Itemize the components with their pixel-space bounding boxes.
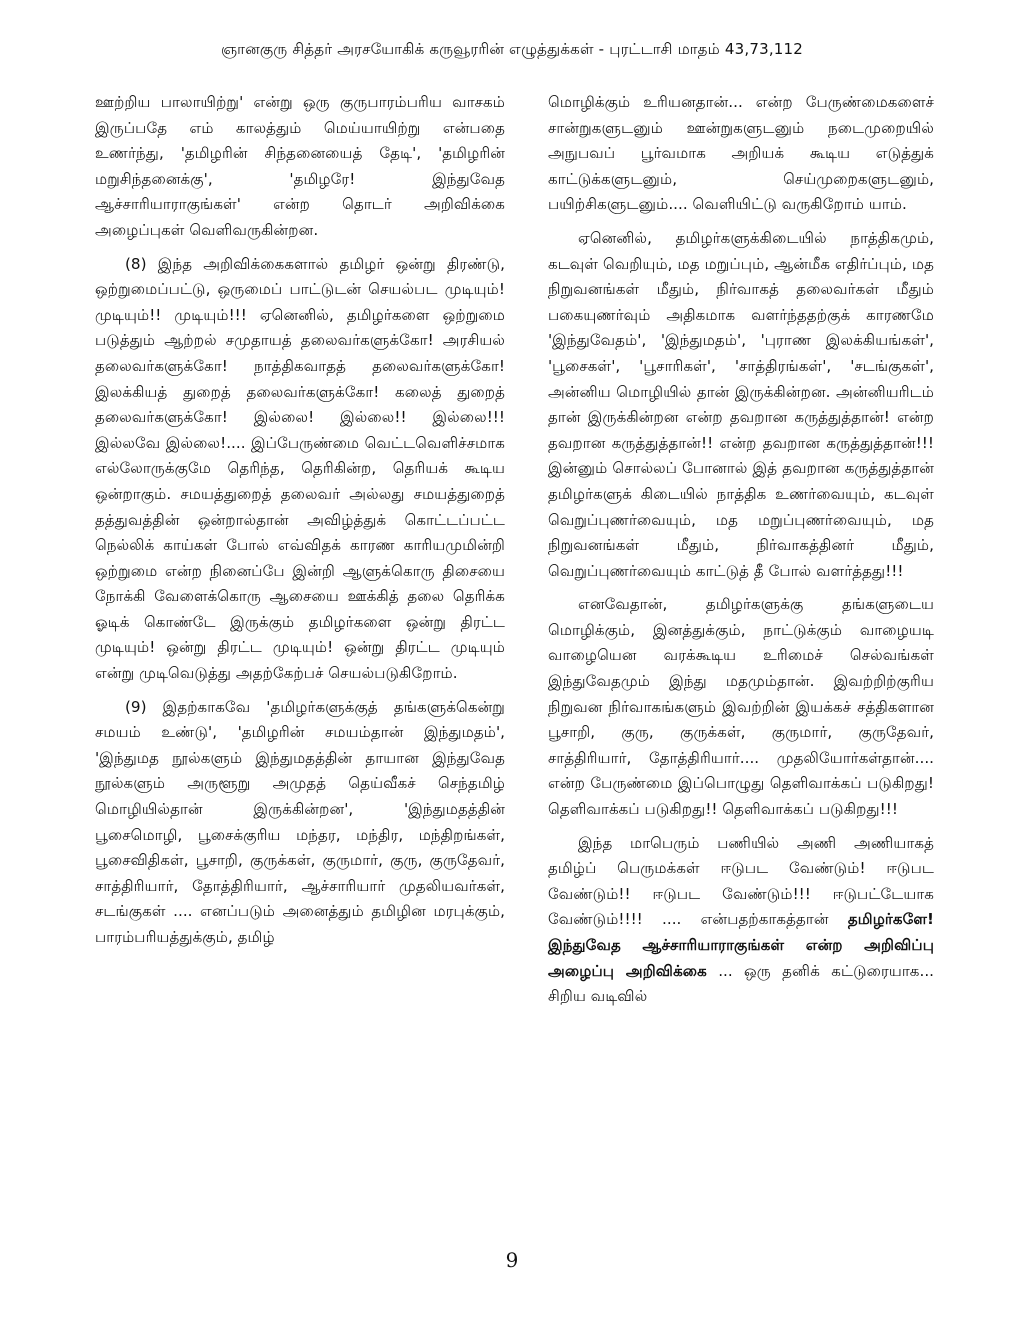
paragraph-continuation-right: மொழிக்கும் உரியனதான்... என்ற பேருண்மைகளைச் சான்றுகளுடனும் ஊன்றுகளுடனும் நடைமுறையில் அநுபவப் பூர்வமாக அறியக் கூடிய எடுத்துக் காட்டுக்களுடனும், செய்முறைகளுடனும், பயிற்சிகளுடனும்.... வெளியிட்டு வருகிறோம் யாம். <box>548 93 934 214</box>
paragraph-appeal <box>548 831 934 1010</box>
running-header: ஞானகுரு சித்தர் அரசயோகிக் கருவூரரின் எழுத்துக்கள் - புரட்டாசி மாதம் 43,73,112 <box>220 40 804 58</box>
paragraph-reason: ஏனெனில், தமிழர்களுக்கிடையில் நாத்திகமும், கடவுள் வெறியும், மத மறுப்பும், ஆன்மீக எதிர்ப்பும், மத நிறுவனங்கள் மீதும், நிர்வாகத் தலைவர்கள் மீதும் பகையுணர்வும் அதிகமாக வளர்ந்ததற்குக் காரணமே 'இந்துவேதம்', 'இந்துமதம்', 'புராண இலக்கியங்கள்', 'பூசைகள்', 'பூசாரிகள்', 'சாத்திரங்கள்', 'சடங்குகள்', அன்னிய மொழியில் தான் இருக்கின்றன. அன்னியரிடம் தான் இருக்கின்றன என்ற தவறான கருத்துத்தான்! என்ற தவறான கருத்துத்தான்!! என்ற தவறான கருத்துத்தான்!!! இன்னும் சொல்லப் போனால் இத் தவறான கருத்துத்தான் தமிழர்களுக் கிடையில் நாத்திக உணர்வையும், கடவுள் வெறுப்புணர்வையும், மத மறுப்புணர்வையும், மத நிறுவனங்கள் மீதும், நிர்வாகத்தினர் மீதும், வெறுப்புணர்வையும் காட்டுத் தீ போல் வளர்த்தது!!! <box>548 228 934 580</box>
paragraph-8: (8) இந்த அறிவிக்கைகளால் தமிழர் ஒன்று திரண்டு, ஒற்றுமைப்பட்டு, ஒருமைப் பாட்டுடன் செயல்பட முடியும்! முடியும்!! முடியும்!!! ஏனெனில், தமிழர்களை ஒற்றுமை படுத்தும் ஆற்றல் சமுதாயத் தலைவர்களுக்கோ! அரசியல் தலைவர்களுக்கோ! நாத்திகவாதத் தலைவர்களுக்கோ! இலக்கியத் துறைத் தலைவர்களுக்கோ! கலைத் துறைத் தலைவர்களுக்கோ! இல்லை! இல்லை!! இல்லை!!! இல்லவே இல்லை!.... இப்பேருண்மை வெட்டவெளிச்சமாக எல்லோருக்குமே தெரிந்த, தெரிகின்ற, தெரியக் கூடிய ஒன்றாகும். சமயத்துறைத் தலைவர் அல்லது சமயத்துறைத் தத்துவத்தின் ஒன்றால்தான் அவிழ்த்துக் கொட்டப்பட்ட நெல்லிக் காய்கள் போல் எவ்விதக் காரண காரியமுமின்றி ஒற்றுமை என்ற நினைப்பே இன்றி ஆளுக்கொரு திசையை நோக்கி வேளைக்கொரு ஆசையை ஊக்கித் தலை தெரிக்க ஓடிக் கொண்டே இருக்கும் தமிழர்களை ஒன்று திரட்ட முடியும்! ஒன்று திரட்ட முடியும்! ஒன்று திரட்ட முடியும் என்று முடிவெடுத்து அதற்கேற்பச் செயல்படுகிறோம். <box>95 254 505 683</box>
appeal-text-end: ... ஒரு தனிக் கட்டுரையாக... சிறிய வடிவில் <box>548 961 934 1006</box>
left-column <box>95 90 505 959</box>
paragraph-therefore: எனவேதான், தமிழர்களுக்கு தங்களுடைய மொழிக்கும், இனத்துக்கும், நாட்டுக்கும் வாழையடி வாழையென வரக்கூடிய உரிமைச் செல்வங்கள் இந்துவேதமும் இந்து மதமும்தான். இவற்றிற்குரிய நிறுவன நிர்வாகங்களும் இவற்றின் இயக்கச் சத்திகளான பூசாறி, குரு, குருக்கள், குருமார், குருதேவர், சாத்திரியார், தோத்திரியார்.... முதலியோர்கள்தான்.... என்ற பேருண்மை இப்பொழுது தெளிவாக்கப் படுகிறது! தெளிவாக்கப் படுகிறது!! தெளிவாக்கப் படுகிறது!!! <box>548 595 934 819</box>
paragraph-continuation: ஊற்றிய பாலாயிற்று' என்று ஒரு குருபாரம்பரிய வாசகம் இருப்பதே எம் காலத்தும் மெய்யாயிற்று என்பதை உணர்ந்து, 'தமிழரின் சிந்தனையைத் தேடி', 'தமிழரின் மறுசிந்தனைக்கு', 'தமிழரே! இந்துவேத ஆச்சாரியாராகுங்கள்' என்ற தொடர் அறிவிக்கை அழைப்புகள் வெளிவருகின்றன. <box>95 93 505 239</box>
appeal-text-start: இந்த மாபெரும் பணியில் அணி அணியாகத் தமிழ்ப் பெருமக்கள் ஈடுபட வேண்டும்! ஈடுபட வேண்டும்!! ஈடுபட வேண்டும்!!! ஈடுபட்டேயாக வேண்டும்!!!! .... என்பதற்காகத்தான் <box>548 833 934 929</box>
appeal-bold-title: தமிழர்களே! இந்துவேத ஆச்சாரியாராகுங்கள் என்ற அறிவிப்பு அழைப்பு அறிவிக்கை <box>548 910 934 980</box>
paragraph-9: (9) இதற்காகவே 'தமிழர்களுக்குத் தங்களுக்கென்று சமயம் உண்டு', 'தமிழரின் சமயம்தான் இந்துமதம்', 'இந்துமத நூல்களும் இந்துமதத்தின் தாயான இந்துவேத நூல்களும் அருளூறு அமுதத் தெய்வீகச் செந்தமிழ் மொழியில்தான் இருக்கின்றன', 'இந்துமதத்தின் பூசைமொழி, பூசைக்குரிய மந்தர, மந்திர, மந்திறங்கள், பூசைவிதிகள், பூசாறி, குருக்கள், குருமார், குரு, குருதேவர், சாத்திரியார், தோத்திரியார், ஆச்சாரியார் முதலியவர்கள், சடங்குகள் .... எனப்படும் அனைத்தும் தமிழின மரபுக்கும், பாரம்பரியத்துக்கும், தமிழ் <box>95 697 505 946</box>
page-number: 9 <box>505 1248 519 1272</box>
right-column <box>548 90 934 1018</box>
